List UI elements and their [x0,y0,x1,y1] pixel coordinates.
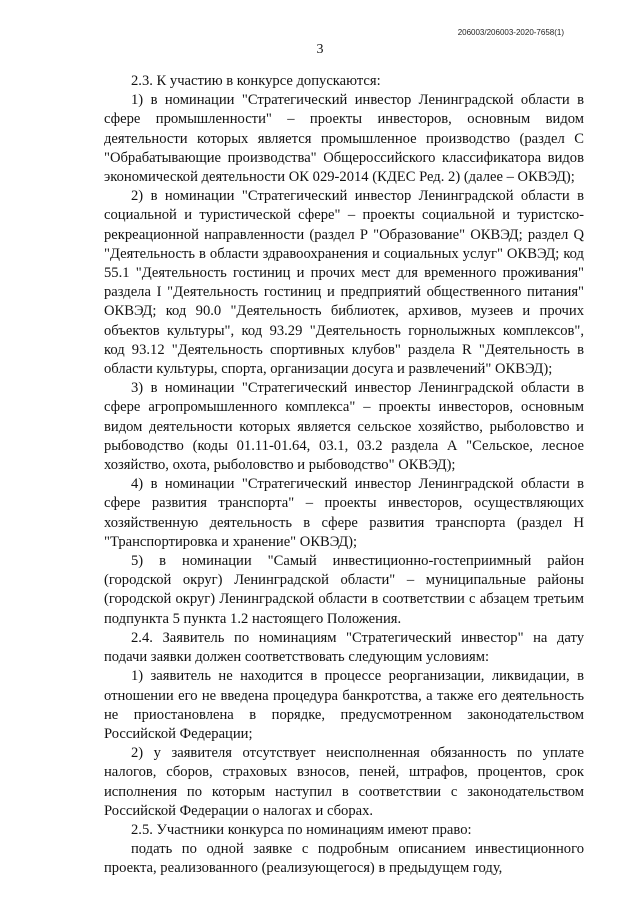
paragraph-nomination-district: 5) в номинации "Самый инвестиционно-гостеприимный район (городской округ) Ленинградской области" – муниципальные районы (городской округ) Ленинградской области в соответствии с абзацем третьим подпункта 5 пункта 1.2 настоящего Положения. [104,553,584,627]
paragraph-2-3: 2.3. К участию в конкурсе допускаются: [131,73,381,89]
document-id: 206003/206003-2020-7658(1) [457,28,564,37]
paragraph-nomination-transport: 4) в номинации "Стратегический инвестор Ленинградской области в сфере развития транспорта" – проекты инвесторов, осуществляющих хозяйственную деятельность в сфере развития транспорта (раздел Н "Транспортировка и хранение" ОКВЭД); [104,476,584,550]
paragraph-condition-1: 1) заявитель не находится в процессе реорганизации, ликвидации, в отношении его не введена процедура банкротства, а также его деятельность не приостановлена в порядке, предусмотренном законодательством Российской Федерации; [104,668,584,742]
document-body [104,72,584,879]
paragraph-2-4: 2.4. Заявитель по номинациям "Стратегический инвестор" на дату подачи заявки должен соответствовать следующим условиям: [104,629,584,666]
paragraph-nomination-social-tourism: 2) в номинации "Стратегический инвестор Ленинградской области в социальной и туристической сфере" – проекты социальной и туристско-рекреационной направленности (раздел Р "Образование" ОКВЭД; раздел Q "Деятельность в области здравоохранения и социальных услуг" ОКВЭД; код 55.1 "Деятельность гостиниц и прочих мест для временного проживания" раздела I "Деятельность гостиниц и предприятий общественного питания" ОКВЭД; код 90.0 "Деятельность библиотек, архивов, музеев и прочих объектов культуры", код 93.29 "Деятельность горнолыжных комплексов", код 93.12 "Деятельность спортивных клубов" раздела R "Деятельность в области культуры, спорта, организации досуга и развлечений" ОКВЭД); [104,188,584,378]
paragraph-nomination-agro: 3) в номинации "Стратегический инвестор Ленинградской области в сфере агропромышленного комплекса" – проекты инвесторов, основным видом деятельности которых является сельское хозяйство, рыболовство и рыбоводство (коды 01.11-01.64, 03.1, 03.2 раздела А "Сельское, лесное хозяйство, охота, рыболовство и рыбоводство" ОКВЭД); [104,380,584,474]
paragraph-nomination-industry: 1) в номинации "Стратегический инвестор Ленинградской области в сфере промышленности" – проекты инвесторов, основным видом деятельности которых является промышленное производство (раздел С "Обрабатывающие производства" Общероссийского классификатора видов экономической деятельности ОК 029-2014 (КДЕС Ред. 2) (далее – ОКВЭД); [104,92,584,186]
paragraph-condition-2: 2) у заявителя отсутствует неисполненная обязанность по уплате налогов, сборов, страховых взносов, пеней, штрафов, процентов, срок исполнения по которым наступил в соответствии с законодательством Российской Федерации о налогах и сборах. [104,745,584,819]
paragraph-2-5: 2.5. Участники конкурса по номинациям имеют право: [131,821,472,838]
paragraph-right-1: подать по одной заявке с подробным описанием инвестиционного проекта, реализованного (реализующегося) в предыдущем году, [104,841,584,877]
page-number: 3 [316,42,324,57]
